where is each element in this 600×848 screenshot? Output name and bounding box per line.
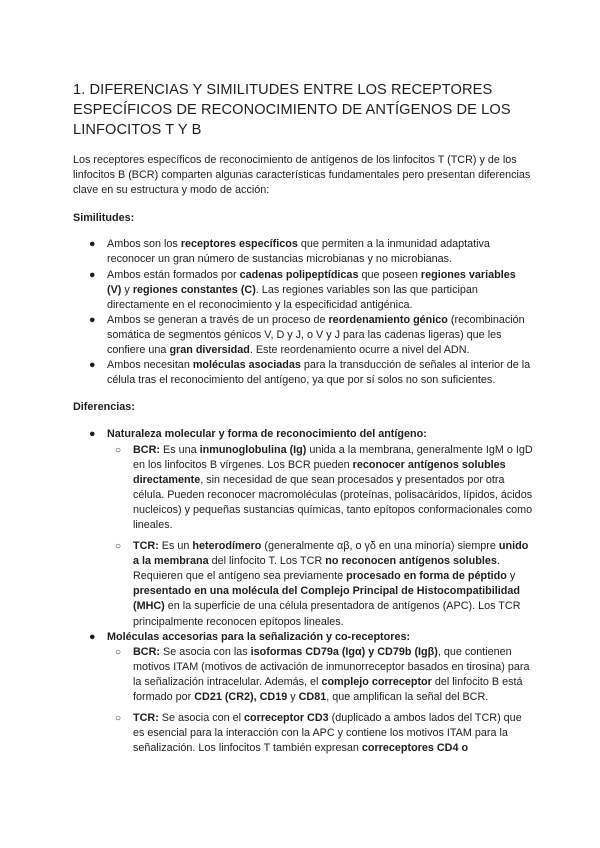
- diferencias-list: [73, 427, 533, 756]
- sub-list: [107, 443, 533, 630]
- bullet-icon: ●: [89, 268, 96, 281]
- circle-bullet-icon: ○: [115, 646, 122, 658]
- sub-list: [107, 645, 533, 757]
- list-item: ● Ambos son los receptores específicos que permiten a la inmunidad adaptativa reconocer un gran número de sustancias microbianas y no microbianas.: [89, 238, 490, 266]
- intro-paragraph: Los receptores específicos de reconocimiento de antígenos de los linfocitos T (TCR) y de los linfocitos B (BCR) comparten algunas características fundamentales pero presentan diferencias clave en su estructura y modo de acción:: [73, 154, 531, 197]
- bullet-icon: ●: [89, 238, 96, 251]
- circle-bullet-icon: ○: [115, 713, 122, 725]
- bullet-icon: ●: [89, 630, 96, 643]
- similitudes-heading: Similitudes:: [73, 212, 135, 225]
- sub-list-item: ○ TCR: Es un heterodímero (generalmente αβ, o γδ en una minoría) siempre unido a la membrana del linfocito T. Los TCR no reconocen antígenos solubles. Requieren que el antígeno sea previamente procesado en forma de péptido y presentado en una molécula del Complejo Principal de Histocompatibilidad (MHC) en la superficie de una célula presentadora de antígenos (APC). Los TCR principalmente reconocen epítopos lineales.: [115, 540, 529, 628]
- list-item: ● Ambos se generan a través de un proceso de reordenamiento génico (recombinación somática de segmentos génicos V, D y J, o V y J para las cadenas ligeras) que les confiere una gran diversidad. Este reordenamiento ocurre a nivel del ADN.: [89, 313, 525, 357]
- group-heading: Moléculas accesorias para la señalización y co-receptores:: [107, 630, 411, 643]
- circle-bullet-icon: ○: [115, 444, 122, 456]
- similitudes-list: [73, 237, 533, 388]
- bullet-icon: ●: [89, 313, 96, 326]
- list-item: [73, 630, 533, 757]
- sub-list-item: ○ TCR: Se asocia con el correceptor CD3 (duplicado a ambos lados del TCR) que es esencial para la interacción con la APC y contiene los motivos ITAM para la señalización. Los linfocitos T también expresan correceptores CD4 o: [115, 712, 522, 755]
- list-item: [73, 427, 533, 629]
- group-heading: Naturaleza molecular y forma de reconocimiento del antígeno:: [107, 428, 427, 441]
- section-title: 1. DIFERENCIAS Y SIMILITUDES ENTRE LOS RECEPTORES ESPECÍFICOS DE RECONOCIMIENTO DE ANTÍGENOS DE LOS LINFOCITOS T Y B: [73, 82, 511, 138]
- bullet-icon: ●: [89, 359, 96, 372]
- sub-list-item: ○ BCR: Se asocia con las isoformas CD79a (Igα) y CD79b (Igβ), que contienen motivos ITAM (motivos de activación de inmunorreceptor basados en tirosina) para la señalización intracelular. Además, el complejo correceptor del linfocito B está formado por CD21 (CR2), CD19 y CD81, que amplifican la señal del BCR.: [115, 645, 530, 703]
- diferencias-heading: Diferencias:: [73, 401, 135, 414]
- list-item: ● Ambos están formados por cadenas polipeptídicas que poseen regiones variables (V) y regiones constantes (C). Las regiones variables son las que participan directamente en el reconocimiento y la especificidad antigénica.: [89, 268, 516, 311]
- list-item: ● Ambos necesitan moléculas asociadas para la transducción de señales al interior de la célula tras el reconocimiento del antígeno, ya que por sí solos no son suficientes.: [89, 359, 531, 387]
- sub-list-item: ○ BCR: Es una inmunoglobulina (Ig) unida a la membrana, generalmente IgM o IgD en los linfocitos B vírgenes. Los BCR pueden reconocer antígenos solubles directamente, sin necesidad de que sean procesados y presentados por otra célula. Pueden reconocer macromoléculas (proteínas, polisacáridos, lípidos, ácidos nucleicos) y pequeñas sustancias químicas, tanto epítopos conformacionales como lineales.: [115, 443, 533, 531]
- circle-bullet-icon: ○: [115, 541, 122, 553]
- bullet-icon: ●: [89, 428, 96, 441]
- document-page: [73, 80, 533, 756]
